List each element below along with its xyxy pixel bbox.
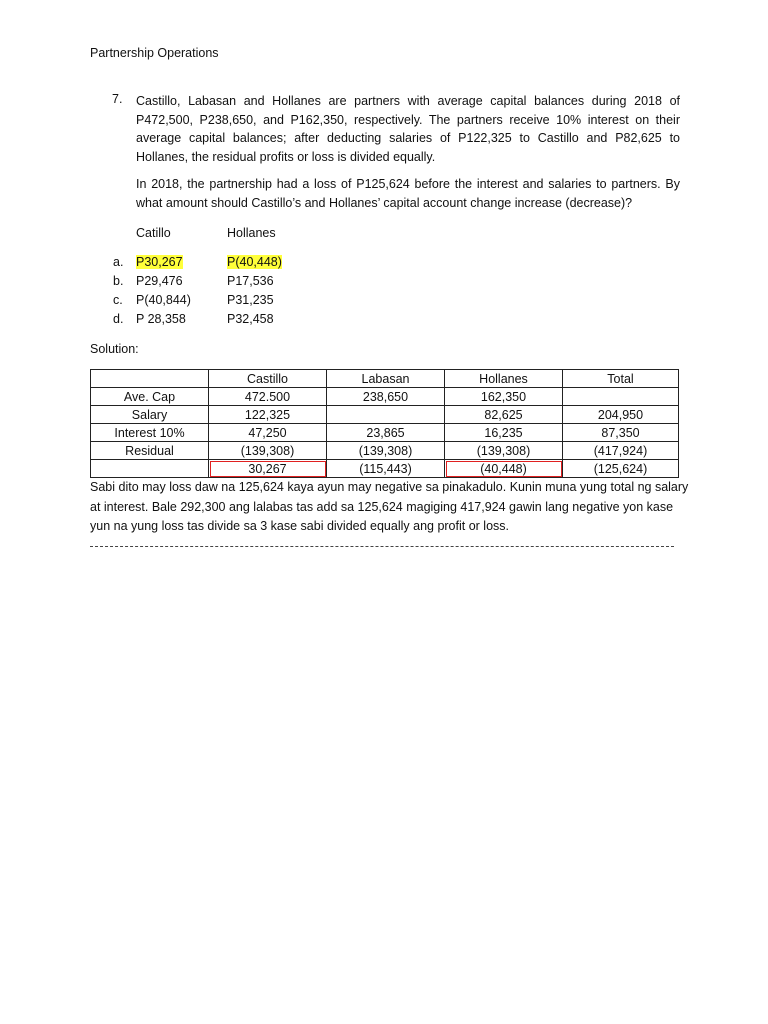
question-block xyxy=(112,92,680,221)
choice-letter: b. xyxy=(113,274,124,288)
choice-letter: d. xyxy=(113,312,124,326)
table-cell: 82,625 xyxy=(445,406,563,424)
table-cell: (115,443) xyxy=(327,460,445,478)
table-header-row xyxy=(91,370,679,388)
table-row xyxy=(91,424,679,442)
choice-castillo-value: P30,267 xyxy=(136,255,183,269)
choice-hollanes-value: P31,235 xyxy=(227,293,274,307)
table-cell: (417,924) xyxy=(563,442,679,460)
page-header: Partnership Operations xyxy=(90,46,219,60)
table-cell: (139,308) xyxy=(209,442,327,460)
table-cell: (139,308) xyxy=(445,442,563,460)
table-cell xyxy=(327,406,445,424)
hollanes-answer-cell: (40,448) xyxy=(445,460,563,478)
choice-hollanes-value: P(40,448) xyxy=(227,255,282,269)
table-cell: 87,350 xyxy=(563,424,679,442)
question-paragraph-1: Castillo, Labasan and Hollanes are partners with average capital balances during 2018 of P472,500, P238,650, and P162,350, respectively. The partners receive 10% interest on their average capital balances; after deducting salaries of P122,325 to Castillo and P82,625 to Hollanes, the residual profits or loss is divided equally. xyxy=(136,94,680,164)
table-cell: 162,350 xyxy=(445,388,563,406)
table-row xyxy=(91,388,679,406)
castillo-answer-cell: 30,267 xyxy=(209,460,327,478)
table-cell: 472.500 xyxy=(209,388,327,406)
table-cell: Ave. Cap xyxy=(91,388,209,406)
solution-table xyxy=(90,369,679,478)
choice-a xyxy=(113,255,433,274)
table-row-result xyxy=(91,460,679,478)
choice-letter: c. xyxy=(113,293,123,307)
table-cell: 16,235 xyxy=(445,424,563,442)
choices-header-castillo: Catillo xyxy=(136,226,171,240)
solution-note: Sabi dito may loss daw na 125,624 kaya ayun may negative sa pinakadulo. Kunin muna yung total ng salary at interest. Bale 292,300 ang lalabas tas add sa 125,624 magiging 417,924 gawin lang negative yon kase yun na yung loss tas divide sa 3 kase sabi divided equally ang profit or loss. xyxy=(90,480,689,533)
choice-letter: a. xyxy=(113,255,124,269)
choice-castillo-value: P 28,358 xyxy=(136,312,186,326)
table-header-cell: Total xyxy=(563,370,679,388)
choice-c xyxy=(113,293,433,312)
table-header-cell: Castillo xyxy=(209,370,327,388)
choice-b xyxy=(113,274,433,293)
table-cell: 47,250 xyxy=(209,424,327,442)
table-header-cell: Labasan xyxy=(327,370,445,388)
table-header-cell xyxy=(91,370,209,388)
table-cell: 204,950 xyxy=(563,406,679,424)
choices-header-hollanes: Hollanes xyxy=(227,226,276,240)
choice-castillo-value: P29,476 xyxy=(136,274,183,288)
table-cell: Salary xyxy=(91,406,209,424)
table-cell: (125,624) xyxy=(563,460,679,478)
table-cell: Interest 10% xyxy=(91,424,209,442)
table-cell: 122,325 xyxy=(209,406,327,424)
table-row xyxy=(91,406,679,424)
table-cell xyxy=(91,460,209,478)
table-cell xyxy=(563,388,679,406)
choices-list xyxy=(113,255,433,331)
table-cell: 23,865 xyxy=(327,424,445,442)
choice-hollanes-value: P17,536 xyxy=(227,274,274,288)
table-header-cell: Hollanes xyxy=(445,370,563,388)
question-paragraph-2: In 2018, the partnership had a loss of P125,624 before the interest and salaries to partners. By what amount should Castillo’s and Hollanes’ capital account change increase (decrease)? xyxy=(136,177,680,210)
table-cell: 238,650 xyxy=(327,388,445,406)
section-divider xyxy=(90,546,674,547)
choice-castillo-value: P(40,844) xyxy=(136,293,191,307)
table-cell: (139,308) xyxy=(327,442,445,460)
solution-label: Solution: xyxy=(90,342,139,356)
question-body xyxy=(136,92,680,212)
choice-d xyxy=(113,312,433,331)
question-number: 7. xyxy=(112,92,123,106)
table-row xyxy=(91,442,679,460)
table-cell: Residual xyxy=(91,442,209,460)
choice-hollanes-value: P32,458 xyxy=(227,312,274,326)
